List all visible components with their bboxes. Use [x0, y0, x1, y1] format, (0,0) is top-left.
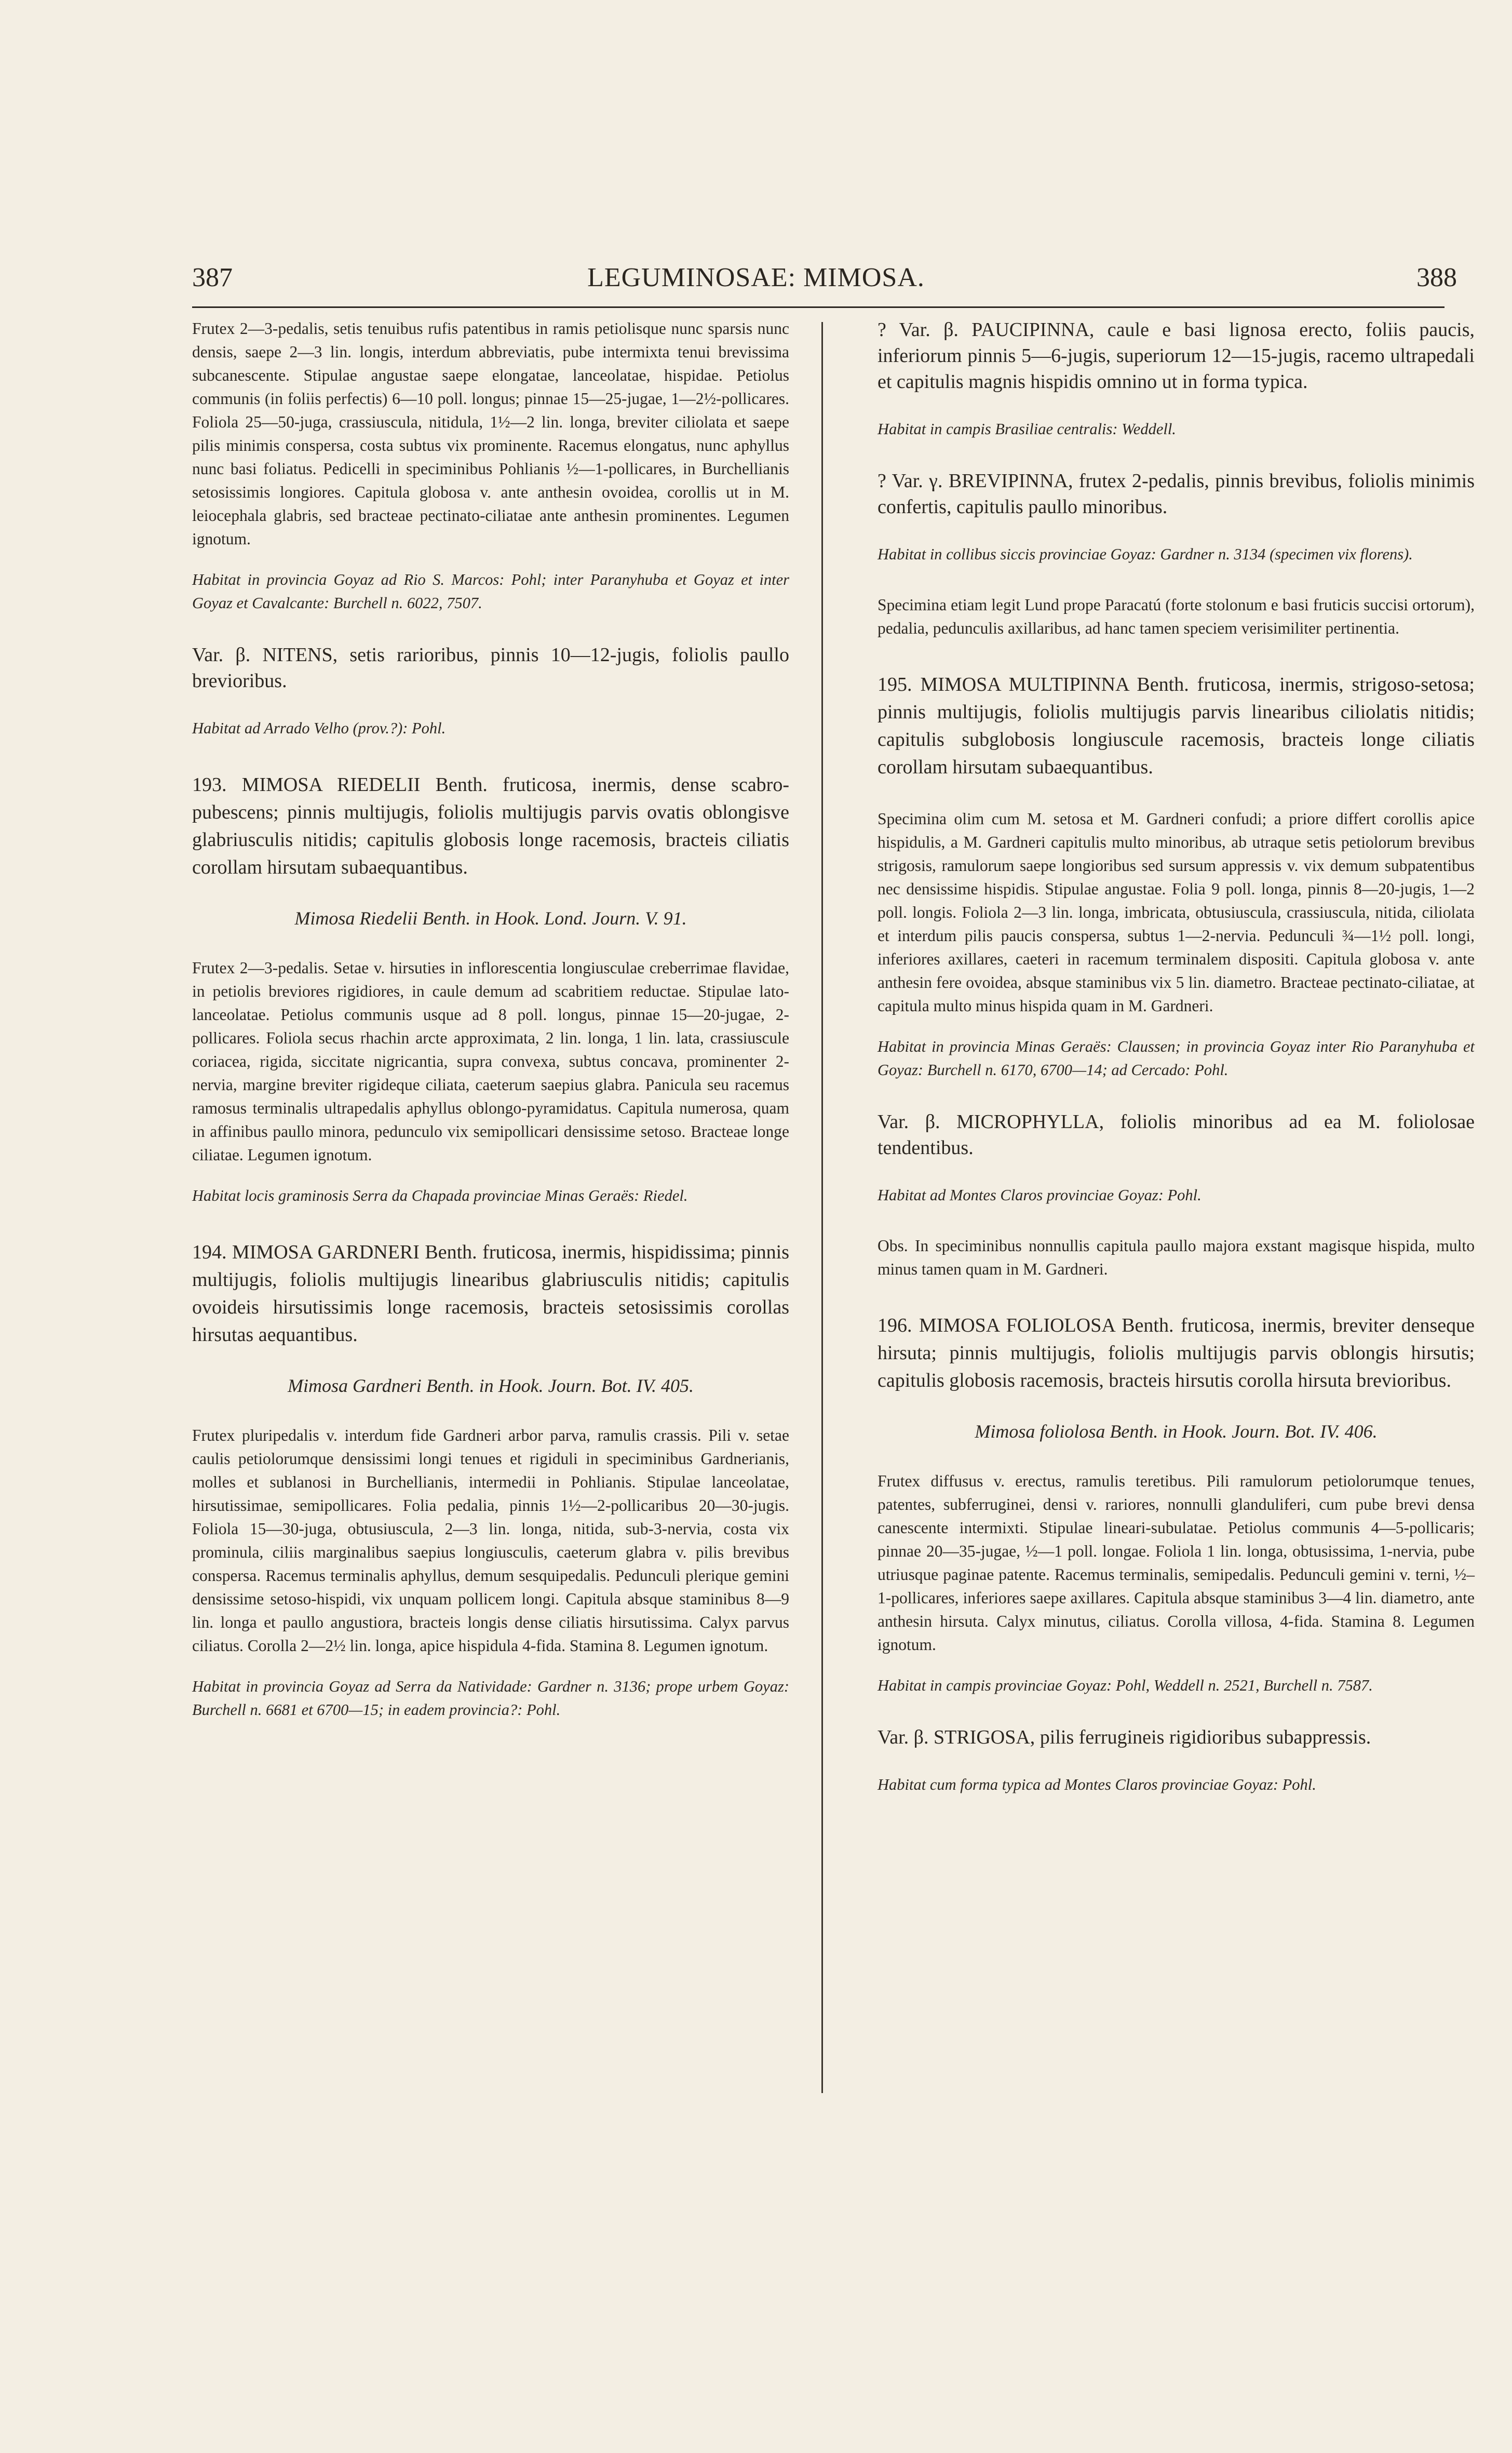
species-193-heading: 193. MIMOSA RIEDELII Benth. fruticosa, inermis, dense scabro-pubescens; pinnis multijugis, foliolis multijugis parvis ovatis oblongisve glabriusculis nitidis; capitulis globosis longe racemosis, bracteis ciliatis corollam hirsutam subaequantibus.	[192, 774, 789, 878]
left-page-number: 387	[192, 263, 233, 292]
habitat-note: Habitat in collibus siccis provinciae Goyaz: Gardner n. 3134 (specimen vix florens).	[878, 545, 1413, 563]
left-column	[192, 317, 789, 1749]
variety-paucipinna: ? Var. β. PAUCIPINNA, caule e basi lignosa erecto, foliis paucis, inferiorum pinnis 5—6-jugis, superiorum 12—15-jugis, racemo ultrapedali et capitulis magnis hispidis omnino ut in forma typica.	[878, 319, 1475, 393]
habitat-196: Habitat in campis provinciae Goyaz: Pohl, Weddell n. 2521, Burchell n. 7587.	[878, 1677, 1373, 1694]
synonym-194: Mimosa Gardneri Benth. in Hook. Journ. Bot. IV. 405.	[288, 1375, 694, 1396]
habitat-note: Habitat in provincia Goyaz ad Rio S. Marcos: Pohl; inter Paranyhuba et Goyaz et inter Goyaz et Cavalcante: Burchell n. 6022, 7507.	[192, 571, 789, 612]
variety-brevipinna: ? Var. γ. BREVIPINNA, frutex 2-pedalis, pinnis brevibus, foliolis minimis confertis, capitulis paullo minoribus.	[878, 470, 1475, 518]
species-195-heading: 195. MIMOSA MULTIPINNA Benth. fruticosa, inermis, strigoso-setosa; pinnis multijugis, foliolis multijugis parvis linearibus ciliolatis nitidis; capitulis subglobosis longiuscule racemosis, bracteis longe ciliatis corollam hirsutam subaequantibus.	[878, 674, 1475, 778]
header-rule	[192, 306, 1445, 308]
habitat-note: Habitat ad Montes Claros provinciae Goyaz: Pohl.	[878, 1186, 1202, 1204]
habitat-note: Habitat cum forma typica ad Montes Claros provinciae Goyaz: Pohl.	[878, 1776, 1316, 1793]
variety-microphylla: Var. β. MICROPHYLLA, foliolis minoribus ad ea M. foliolosae tendentibus.	[878, 1111, 1475, 1159]
variety-strigosa: Var. β. STRIGOSA, pilis ferrugineis rigidioribus subappressis.	[878, 1726, 1371, 1748]
habitat-note: Habitat in campis Brasiliae centralis: Weddell.	[878, 420, 1176, 438]
observation-note: Obs. In speciminibus nonnullis capitula paullo majora exstant magisque hispida, multo minus tamen quam in M. Gardneri.	[878, 1237, 1475, 1278]
running-title: LEGUMINOSAE: MIMOSA.	[587, 263, 925, 292]
description-195: Specimina olim cum M. setosa et M. Gardneri confudi; a priore differt corollis apice hispidulis, a M. Gardneri capitulis multo minoribus, ab utraque setis petiolorum brevibus strigosis, ramulorum saepe longioribus sed sursum appressis v. vix demum subpatentibus nec densissime hispidis. Stipulae angustae. Folia 9 poll. longa, pinnis 8—20-jugis, 1—2 poll. longis. Foliola 2—3 lin. longa, imbricata, obtusiuscula, crassiuscula, nitida, ciliolata et interdum pilis paucis conspersa, subtus 1—2-nervia. Pedunculi ¾—1½ poll. longi, inferiores axillares, caeteri in racemum terminalem dispositi. Capitula globosa v. ante anthesin fere ovoidea, absque staminibus vix 5 lin. diametro. Bracteae pectinato-ciliatae, at capitula multo minus hispida quam in M. Gardneri.	[878, 810, 1475, 1015]
specimen-note: Specimina etiam legit Lund prope Paracatú (forte stolonum e basi fruticis succisi ortorum), pedalia, pedunculis axillaribus, ad hanc tamen speciem verisimiliter pertinentia.	[878, 596, 1475, 637]
synonym-196: Mimosa foliolosa Benth. in Hook. Journ. Bot. IV. 406.	[975, 1421, 1378, 1442]
habitat-note: Habitat ad Arrado Velho (prov.?): Pohl.	[192, 719, 446, 737]
habitat-194: Habitat in provincia Goyaz ad Serra da Natividade: Gardner n. 3136; prope urbem Goyaz: Burchell n. 6681 et 6700—15; in eadem provincia?: Pohl.	[192, 1678, 789, 1719]
description-193: Frutex 2—3-pedalis. Setae v. hirsuties in inflorescentia longiusculae creberrimae flavidae, in petiolis breviores rigidiores, in caule demum ad scabritiem reductae. Stipulae lato-lanceolatae. Petiolus communis usque ad 8 poll. longus, pinnae 15—20-jugae, 2-pollicares. Foliola secus rhachin arcte approximata, 2 lin. longa, 1 lin. lata, crassiuscule coriacea, rigida, siccitate nigricantia, supra convexa, subtus concava, prominenter 2-nervia, margine breviter rigideque ciliata, caeterum saepius glabra. Panicula seu racemus ramosus terminalis ultrapedalis aphyllus oblongo-pyramidatus. Capitula numerosa, quam in affinibus paullo minora, pedunculo vix semipollicari densissime setoso. Bracteae longe ciliatae. Legumen ignotum.	[192, 959, 789, 1164]
habitat-193: Habitat locis graminosis Serra da Chapada provinciae Minas Geraës: Riedel.	[192, 1187, 688, 1204]
species-196-heading: 196. MIMOSA FOLIOLOSA Benth. fruticosa, inermis, breviter denseque hirsuta; pinnis multijugis, foliolis multijugis parvis oblongis hirsutis; capitulis globosis racemosis, bracteis hirsutis corolla hirsuta brevioribus.	[878, 1315, 1475, 1391]
right-page-number: 388	[1416, 263, 1457, 292]
description-194: Frutex pluripedalis v. interdum fide Gardneri arbor parva, ramulis crassis. Pili v. setae caulis petiolorumque densissimi longi tenues et rigiduli in speciminibus Gardnerianis, molles et sublanosi in Burchellianis, intermedii in Pohlianis. Stipulae lanceolatae, hirsutissimae, semipollicares. Folia pedalia, pinnis 1½—2-pollicaribus 20—30-jugis. Foliola 15—30-juga, obtusiuscula, 2—3 lin. longa, nitida, sub-3-nervia, costa vix prominula, ciliis marginalibus saepius longiusculis, caeterum glabra v. pilis brevibus conspersa. Racemus terminalis aphyllus, demum sesquipedalis. Pedunculi plerique gemini densissime setoso-hispidi, vix unquam pollicem longi. Capitula absque staminibus 8—9 lin. longa et paullo angustiora, bracteis longis dense ciliatis hirsutissima. Calyx parvus ciliatus. Corolla 2—2½ lin. longa, apice hispidula 4-fida. Stamina 8. Legumen ignotum.	[192, 1426, 789, 1655]
variety-nitens: Var. β. NITENS, setis rarioribus, pinnis 10—12-jugis, foliolis paullo brevioribus.	[192, 644, 789, 692]
column-divider	[821, 322, 823, 2093]
habitat-195: Habitat in provincia Minas Geraës: Claussen; in provincia Goyaz inter Rio Paranyhuba et Goyaz: Burchell n. 6170, 6700—14; ad Cercado: Pohl.	[878, 1038, 1475, 1079]
species-194-heading: 194. MIMOSA GARDNERI Benth. fruticosa, inermis, hispidissima; pinnis multijugis, foliolis multijugis linearibus glabriusculis nitidis; capitulis ovoideis hirsutissimis longe racemosis, bracteis setosissimis corollas hirsutas aequantibus.	[192, 1241, 789, 1346]
synonym-193: Mimosa Riedelii Benth. in Hook. Lond. Journ. V. 91.	[294, 908, 687, 929]
description-196: Frutex diffusus v. erectus, ramulis teretibus. Pili ramulorum petiolorumque tenues, patentes, subferruginei, densi v. rariores, nonnulli glanduliferi, cum pube brevi densa canescente intermixti. Stipulae lineari-subulatae. Petiolus communis 4—5-pollicaris; pinnae 20—35-jugae, ½—1 poll. longae. Foliola 1 lin. longa, obtusissima, 1-nervia, pube utriusque paginae patente. Racemus terminalis, semipedalis. Pedunculi gemini v. terni, ½–1-pollicares, inferiores saepe axillares. Capitula absque staminibus 3—4 lin. diametro, ante anthesin hirsuta. Calyx minutus, ciliatus. Corolla villosa, 4-fida. Stamina 8. Legumen ignotum.	[878, 1472, 1475, 1654]
description-paragraph: Frutex 2—3-pedalis, setis tenuibus rufis patentibus in ramis petiolisque nunc sparsis nunc densis, saepe 2—3 lin. longis, interdum abbreviatis, pube intermixta tenui brevissima subcanescente. Stipulae angustae saepe elongatae, lanceolatae, hispidae. Petiolus communis (in foliis perfectis) 6—10 poll. longus; pinnae 15—25-jugae, 1—2½-pollicares. Foliola 25—50-juga, crassiuscula, nitidula, 1½—2 lin. longa, breviter ciliolata et saepe pilis minimis conspersa, costa subtus vix prominente. Racemus elongatus, nunc aphyllus nunc basi foliatus. Pedicelli in speciminibus Pohlianis ½—1-pollicares, in Burchellianis setosissimis longiores. Capitula globosa v. ante anthesin ovoidea, corollis ut in M. leiocephala glabris, sed bracteae pectinato-ciliatae ante anthesin prominentes. Legumen ignotum.	[192, 319, 789, 548]
right-column	[878, 317, 1475, 1824]
